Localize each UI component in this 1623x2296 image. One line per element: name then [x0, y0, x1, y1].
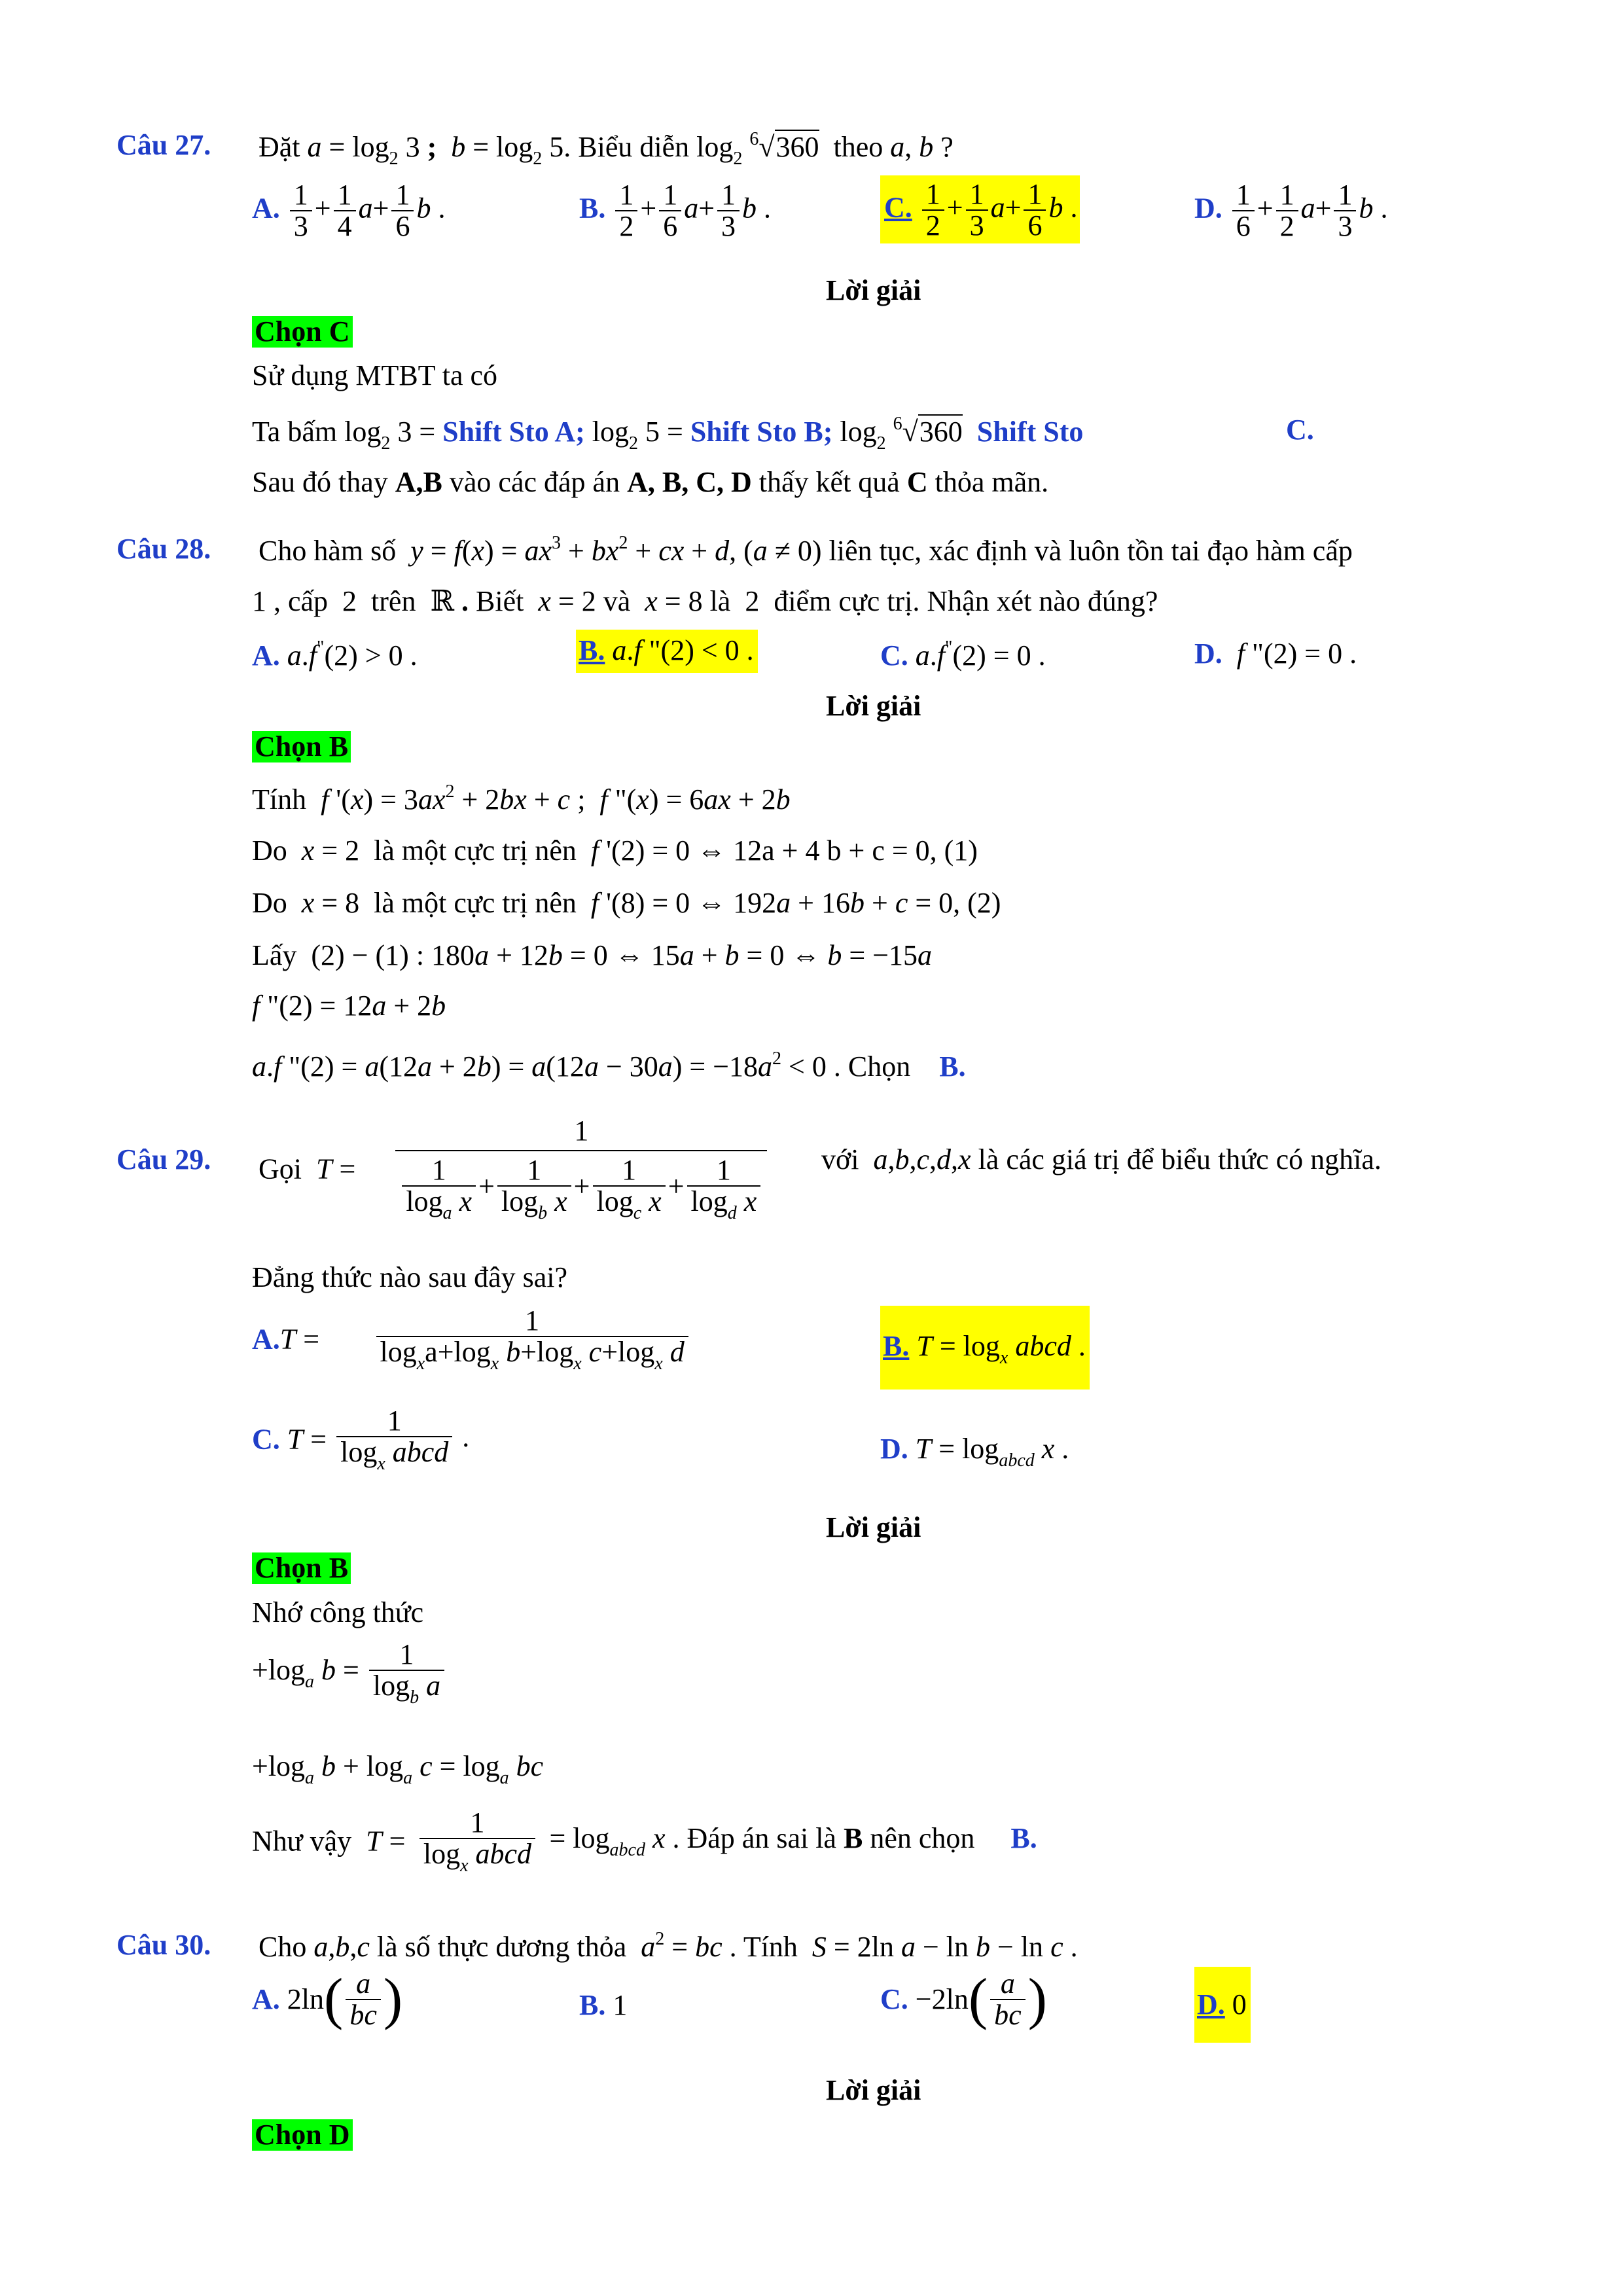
q27-solution-line3: Sau đó thay A,B vào các đáp án A, B, C, D thấy kết quả C thỏa mãn. [252, 466, 1049, 498]
q28-solution-line4: Lấy (2) − (1) : 180a + 12b = 0 ⇔ 15a + b = 0 ⇔ b = −15a [252, 939, 933, 971]
q29-option-a[interactable]: A.T = $\frac{1}{\log_xa+\log_x b+\log_x c+\log_x d}$ [252, 1306, 738, 1374]
q27-solution-title: Lời giải [826, 274, 921, 306]
question-28-stem-line1: Cho hàm số $y = f(x) = ax^3 + bx^2$ + cx + d, (a ≠ 0) liên tục, xác định và luôn tồn tai đạo hàm cấp [259, 533, 1353, 567]
q28-option-d[interactable]: D. f "(2) = 0 . [1194, 637, 1357, 670]
q30-option-b[interactable]: B. 1 [579, 1989, 628, 2021]
question-29-stem: Gọi T = 1 $\frac{1}{\log_a x}$ + $\frac{1}{\log_b x}$ + $\frac{1}{\log_c x}$ + $\frac{1}{\log_d x}$ [259, 1116, 800, 1223]
question-29-stem-condition: với a,b,c,d,x là các giá trị để biểu thức có nghĩa. [821, 1143, 1382, 1175]
q28-solution-line5: f "(2) = 12a + 2b [252, 990, 446, 1022]
question-30-stem: Cho a,b,c là số thực dương thỏa $a^2$ = bc . Tính S = 2ln a − ln b − ln c . [259, 1929, 1078, 1963]
q30-option-c[interactable]: C. −2ln( $\frac{a}{bc}$ ) [880, 1967, 1047, 2032]
q27-solution-line2: Ta bấm $\log_2 3$ = Shift Sto A; $\log_2 5$ = Shift Sto B; $\log_2 ^6√360$ Shift Sto [252, 414, 1084, 454]
q28-option-b[interactable]: B. a.f "(2) < 0 . [576, 630, 758, 673]
question-27-stem: Đặt $a = \log_2 3$ ; $b = \log_2 5$. Biểu diễn $\log_2 ^6√360$ theo a, b ? [259, 129, 954, 169]
q28-solution-line3: Do x = 8 là một cực trị nên f '(8) = 0 ⇔ 192a + 16b + c = 0, (2) [252, 887, 1001, 919]
q28-solution-line6: a.f "$(2) = a(12a + 2b) = a(12a - 30a) = -18a^2 < 0$ . Chọn B. [252, 1049, 966, 1083]
question-30-label: Câu 30. [116, 1929, 211, 1961]
q28-solution-line2: Do x = 2 là một cực trị nên f '(2) = 0 ⇔ 12a + 4 b + c = 0, (1) [252, 834, 978, 867]
q27-solution-line1: Sử dụng MTBT ta có [252, 359, 498, 391]
question-28-label: Câu 28. [116, 533, 211, 565]
q30-option-d[interactable]: D. 0 [1194, 1967, 1251, 2043]
q29-option-d[interactable]: D. $T = \log_{abcd} x$ . [880, 1433, 1069, 1471]
q27-option-c[interactable]: C. $\frac{1}{2}$ + $\frac{1}{3}$ a+ $\frac{1}{6}$ b . [880, 175, 1080, 243]
q29-option-c[interactable]: C. T = $\frac{1}{\log_x abcd}$ . [252, 1405, 470, 1475]
q29-solution-line4: Như vậy T = $\frac{1}{\log_x abcd}$ = $\log_{abcd} x$ . Đáp án sai là B nên chọn B. [252, 1806, 1037, 1876]
q28-option-a[interactable]: A. a.f"(2) > 0 . [252, 637, 418, 672]
q29-solution-line3: $+\log_a$ $b + \log_a c = \log_a$ bc [252, 1750, 544, 1788]
question-27-label: Câu 27. [116, 129, 211, 161]
question-29-stem-line2: Đẳng thức nào sau đây sai? [252, 1261, 568, 1293]
q28-solution-line1: Tính f '$(x) = 3ax^2 + 2bx + c$ ; f "(x) = 6ax + 2b [252, 781, 791, 816]
q28-chosen-badge: Chọn B [252, 731, 351, 762]
q27-chosen-badge: Chọn C [252, 316, 353, 348]
q27-option-b[interactable]: B. $\frac{1}{2}$ + $\frac{1}{6}$ a+ $\frac{1}{3}$ b . [579, 179, 772, 243]
q30-chosen-badge: Chọn D [252, 2119, 353, 2151]
q27-option-a[interactable]: A. $\frac{1}{3}$ + $\frac{1}{4}$ a+ $\frac{1}{6}$ b . [252, 179, 446, 243]
q27-solution-line2-end: C. [1286, 414, 1314, 446]
q28-solution-title: Lời giải [826, 690, 921, 722]
q29-solution-line1: Nhớ công thức [252, 1596, 424, 1628]
q30-solution-title: Lời giải [826, 2074, 921, 2106]
q29-chosen-badge: Chọn B [252, 1552, 351, 1584]
q29-option-b[interactable]: B. $T = \log_x$ abcd . [880, 1306, 1090, 1390]
q27-option-d[interactable]: D. $\frac{1}{6}$ + $\frac{1}{2}$ a+ $\frac{1}{3}$ b . [1194, 179, 1388, 243]
q30-option-a[interactable]: A. 2ln( $\frac{a}{bc}$ ) [252, 1967, 403, 2032]
q28-option-c[interactable]: C. a.f"(2) = 0 . [880, 637, 1046, 672]
question-29-label: Câu 29. [116, 1143, 211, 1175]
question-28-stem-line2: 1 , cấp 2 trên ℝ . Biết x = 2 và x = 8 là 2 điểm cực trị. Nhận xét nào đúng? [252, 585, 1158, 617]
q29-solution-line2: $+\log_a$ b = $\frac{1}{\log_b a}$ [252, 1640, 447, 1708]
q29-solution-title: Lời giải [826, 1511, 921, 1543]
